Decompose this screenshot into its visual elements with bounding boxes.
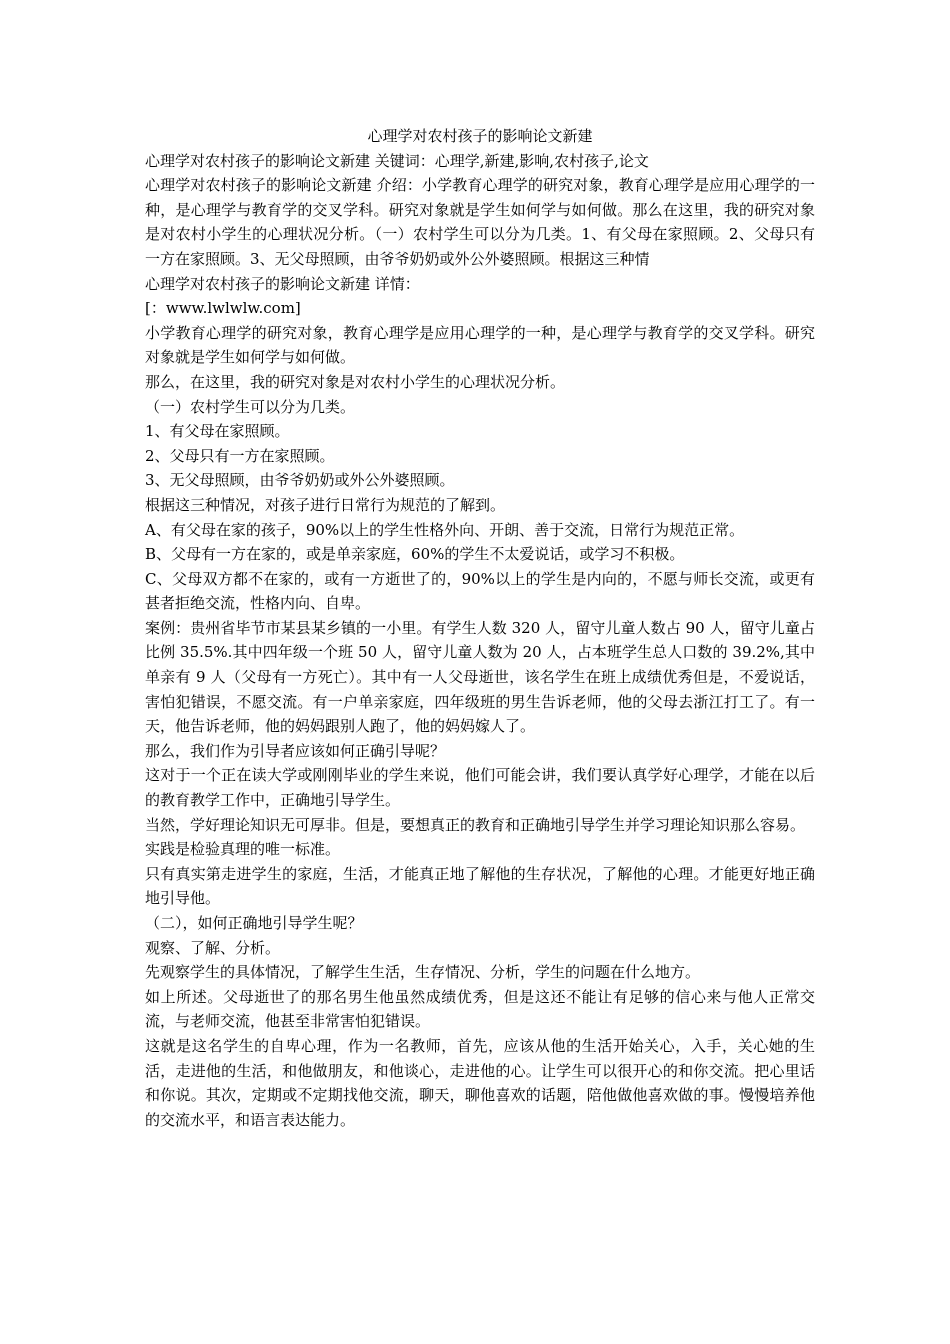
body-paragraph: 这对于一个正在读大学或刚刚毕业的学生来说，他们可能会讲，我们要认真学好心理学，才能在以后的教育教学工作中，正确地引导学生。 — [145, 766, 815, 810]
body-paragraph: 根据这三种情况，对孩子进行日常行为规范的了解到。 — [145, 495, 506, 514]
body-paragraph: 先观察学生的具体情况，了解学生生活，生存情况、分析，学生的问题在什么地方。 — [145, 963, 701, 982]
list-item: A、有父母在家的孩子，90%以上的学生性格外向、开朗、善于交流，日常行为规范正常。 — [145, 520, 745, 539]
details-heading: 心理学对农村孩子的影响论文新建 详情： — [145, 274, 420, 293]
body-paragraph: 观察、了解、分析。 — [145, 938, 281, 957]
section-heading-one: （一）农村学生可以分为几类。 — [145, 397, 356, 416]
body-paragraph: 实践是检验真理的唯一标准。 — [145, 840, 341, 859]
intro-paragraph: 心理学对农村孩子的影响论文新建 介绍：小学教育心理学的研究对象，教育心理学是应用心理学的一种，是心理学与教育学的交叉学科。研究对象就是学生如何学与如何做。那么在这里，我的研究对象是对农村小学生的心理状况分析。（一）农村学生可以分为几类。1、有父母在家照顾。2、父母只有一方在家照顾。3、无父母照顾，由爷爷奶奶或外公外婆照顾。根据这三种情 — [145, 176, 815, 268]
body-paragraph: 小学教育心理学的研究对象，教育心理学是应用心理学的一种，是心理学与教育学的交叉学科。研究对象就是学生如何学与如何做。 — [145, 323, 815, 367]
body-paragraph: 当然，学好理论知识无可厚非。但是，要想真正的教育和正确地引导学生并学习理论知识那么容易。 — [145, 815, 806, 834]
body-paragraph: 那么，我们作为引导者应该如何正确引导呢？ — [145, 741, 446, 760]
body-paragraph: 只有真实第走进学生的家庭，生活，才能真正地了解他的生存状况，了解他的心理。才能更好地正确地引导他。 — [145, 864, 815, 908]
list-item: B、父母有一方在家的，或是单亲家庭，60%的学生不太爱说话，或学习不积极。 — [145, 545, 685, 564]
body-paragraph: 如上所述。父母逝世了的那名男生他虽然成绩优秀，但是这还不能让有足够的信心来与他人正常交流，与老师交流，他甚至非常害怕犯错误。 — [145, 987, 815, 1031]
document-title: 心理学对农村孩子的影响论文新建 — [367, 127, 593, 145]
list-item: 2、父母只有一方在家照顾。 — [145, 446, 335, 465]
case-paragraph: 案例：贵州省毕节市某县某乡镇的一小里。有学生人数 320 人，留守儿童人数占 90 人，留守儿童占比例 35.5%.其中四年级一个班 50 人，留守儿童人数为 20 人，占本班学生总人口数的 39.2%,其中单亲有 9 人（父母有一方死亡）。其中有一人父母逝世，该名学生在班上成绩优秀但是，不爱说话，害怕犯错误，不愿交流。有一户单亲家庭，四年级班的男生告诉老师，他的父母去浙江打工了。有一天，他告诉老师，他的妈妈跟别人跑了，他的妈妈嫁人了。 — [145, 618, 815, 736]
source-line: [：www.lwlwlw.com] — [145, 299, 301, 318]
keywords-paragraph: 心理学对农村孩子的影响论文新建 关键词：心理学,新建,影响,农村孩子,论文 — [145, 151, 649, 170]
list-item: 1、有父母在家照顾。 — [145, 422, 290, 441]
list-item: C、父母双方都不在家的，或有一方逝世了的，90%以上的学生是内向的，不愿与师长交流，或更有甚者拒绝交流，性格内向、自卑。 — [145, 569, 815, 613]
document-body — [145, 124, 815, 1132]
body-paragraph: 那么，在这里，我的研究对象是对农村小学生的心理状况分析。 — [145, 372, 566, 391]
body-paragraph: 这就是这名学生的自卑心理，作为一名教师，首先，应该从他的生活开始关心，入手，关心她的生活，走进他的生活，和他做朋友，和他谈心，走进他的心。让学生可以很开心的和你交流。把心里话和你说。其次，定期或不定期找他交流，聊天，聊他喜欢的话题，陪他做他喜欢做的事。慢慢培养他的交流水平，和语言表达能力。 — [145, 1036, 815, 1129]
section-heading-two: （二），如何正确地引导学生呢？ — [145, 914, 363, 932]
list-item: 3、无父母照顾，由爷爷奶奶或外公外婆照顾。 — [145, 471, 455, 490]
